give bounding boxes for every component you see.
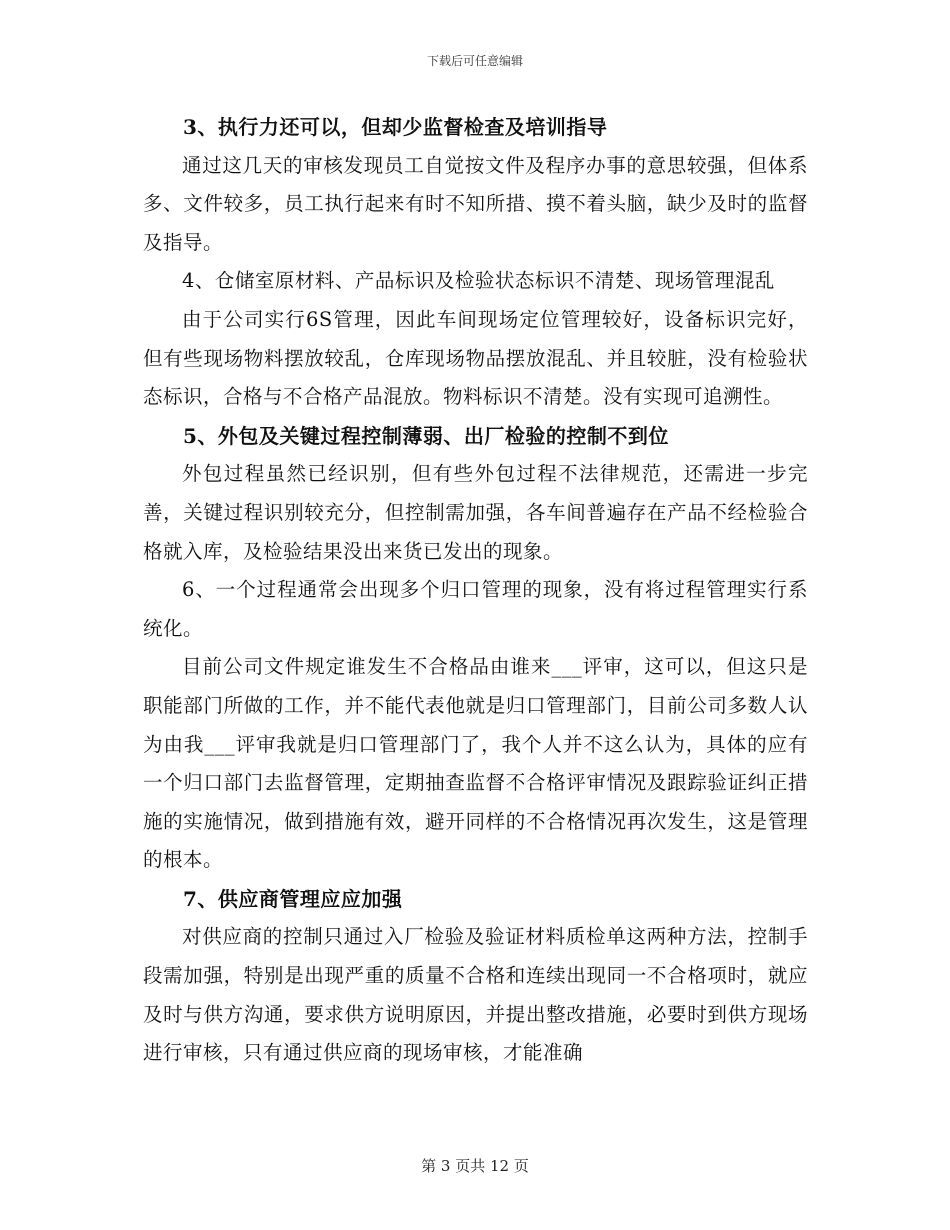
paragraph: 6、一个过程通常会出现多个归口管理的现象，没有将过程管理实行系统化。	[143, 578, 808, 640]
section-heading: 3、执行力还可以，但却少监督检查及培训指导	[183, 115, 608, 139]
paragraph: 目前公司文件规定谁发生不合格品由谁来___评审，这可以，但这只是职能部门所做的工作，并不能代表他就是归口管理部门，目前公司多数人认为由我___评审我就是归口管理部门了，我个人并不这么认为，具体的应有一个归口部门去监督管理，定期抽查监督不合格评审情况及跟踪验证纠正措施的实施情况，做到措施有效，避开同样的不合格情况再次发生，这是管理的根本。	[143, 655, 808, 872]
paragraph: 4、仓储室原材料、产品标识及检验状态标识不清楚、现场管理混乱	[182, 269, 775, 293]
page-header: 下载后可任意编辑	[426, 54, 523, 68]
page-number: 第 3 页共 12 页	[421, 1157, 529, 1175]
paragraph: 对供应商的控制只通过入厂检验及验证材料质检单这两种方法，控制手段需加强，特别是出现严重的质量不合格和连续出现同一不合格项时，就应及时与供方沟通，要求供方说明原因，并提出整改措施，必要时到供方现场进行审核，只有通过供应商的现场审核，才能准确	[143, 925, 808, 1065]
document-body	[143, 108, 808, 1073]
paragraph: 由于公司实行6S管理，因此车间现场定位管理较好，设备标识完好，但有些现场物料摆放较乱，仓库现场物品摆放混乱、并且较脏，没有检验状态标识，合格与不合格产品混放。物料标识不清楚。没有实现可追溯性。	[143, 307, 808, 409]
paragraph: 通过这几天的审核发现员工自觉按文件及程序办事的意思较强，但体系多、文件较多，员工执行起来有时不知所措、摸不着头脑，缺少及时的监督及指导。	[143, 153, 808, 254]
section-heading: 7、供应商管理应应加强	[183, 886, 403, 911]
section-heading: 5、外包及关键过程控制薄弱、出厂检验的控制不到位	[183, 423, 669, 448]
paragraph: 外包过程虽然已经识别，但有些外包过程不法律规范，还需进一步完善，关键过程识别较充分，但控制需加强，各车间普遍存在产品不经检验合格就入库，及检验结果没出来货已发出的现象。	[143, 462, 808, 563]
